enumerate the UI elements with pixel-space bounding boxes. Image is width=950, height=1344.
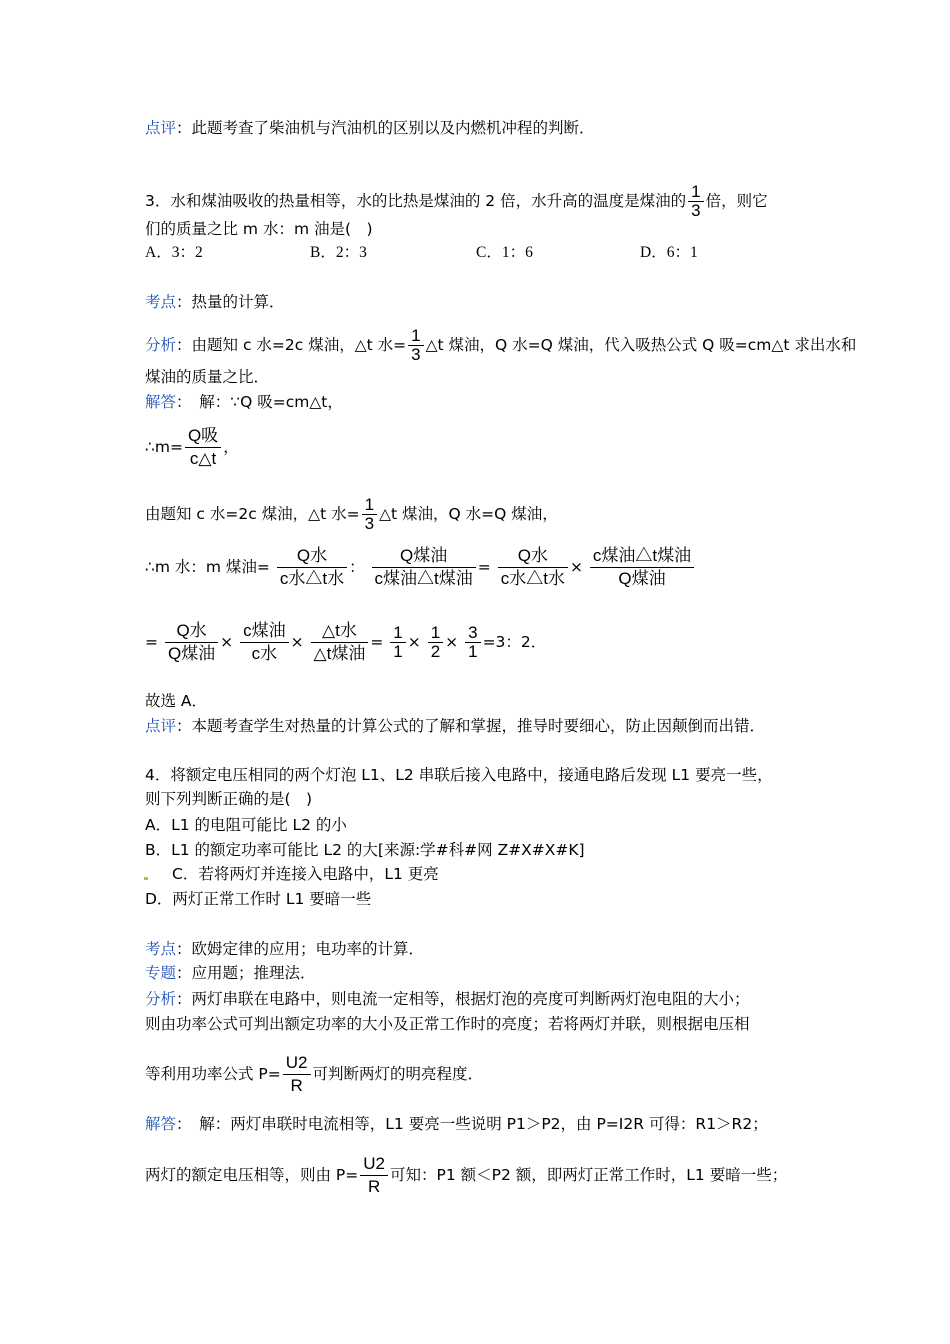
q4-stem-line2: 则下列判断正确的是( )	[145, 790, 313, 808]
fraction: $\frac{1}{2}$	[428, 624, 443, 661]
fraction: $\frac{\text{Q水}}{\text{c水△t水}}$	[498, 545, 568, 590]
q4-fenxi-line2: 则由功率公式可判出额定功率的大小及正常工作时的亮度；若将两灯并联，则根据电压相	[145, 1015, 750, 1033]
fraction-one-third: $\frac{1}{3}$	[688, 183, 703, 220]
fenxi-label: 分析	[145, 336, 177, 354]
jieda-label: 解答	[145, 1115, 177, 1133]
q3-stem-text: 3．水和煤油吸收的热量相等，水的比热是煤油的 2 倍，水升高的温度是煤油的	[145, 192, 687, 210]
q3-stem-line1	[145, 183, 768, 220]
q3-option-b: B．2：3	[310, 244, 367, 261]
comment-text: ：此题考查了柴油机与汽油机的区别以及内燃机冲程的判断．	[176, 119, 595, 137]
q4-stem-line1: 4．将额定电压相同的两个灯泡 L1、L2 串联后接入电路中，接通电路后发现 L1 要亮一些，	[145, 766, 773, 784]
fraction: $\frac{\text{Q水}}{\text{Q煤油}}$	[165, 620, 218, 665]
zhuanti-text: ：应用题；推理法．	[176, 964, 316, 982]
q3-kaodian	[145, 292, 285, 312]
q4-option-b: B．L1 的额定功率可能比 L2 的大[来源:学#科#网 Z#X#X#K]	[145, 841, 585, 859]
q3-jieda	[145, 392, 343, 412]
fraction: $\frac{1}{1}$	[390, 624, 405, 661]
q3-option-a: A．3：2	[145, 244, 203, 261]
fraction-u2-over-r: $\frac{U2}{R}$	[360, 1153, 388, 1198]
q4-fenxi-line1: 分析：两灯串联在电路中，则电流一定相等，根据灯泡的亮度可判断两灯泡电阻的大小；	[145, 990, 750, 1008]
q3-calculation: = $\frac{\text{Q水}}{\text{Q煤油}}$ × $\frac{\text{c煤油}}{\text{c水}}$ × $\frac{\text{△t水}}{\text{△t煤油}}$ = $\frac{1}{1}$ × $\frac{1}{2}$ × $\frac{3}{1}$ =3：2．	[145, 621, 547, 663]
q4-jieda-line2: 两灯的额定电压相等，则由 P= $\frac{U2}{R}$ 可知：P1 额＜P2 额，即两灯正常工作时，L1 要暗一些；	[145, 1154, 788, 1196]
q4-zhuanti	[145, 963, 316, 983]
q3-comment	[145, 716, 765, 736]
comment-label: 点评	[145, 119, 177, 137]
q3-mass-formula: ∴m= $\frac{\text{Q吸}}{c\triangle t}$ ，	[145, 426, 239, 468]
comment-row	[145, 118, 595, 138]
q3-option-c: C．1：6	[476, 244, 533, 261]
q3-option-d: D．6：1	[640, 244, 698, 261]
kaodian-label: 考点	[145, 293, 177, 311]
q4-fenxi-line3: 等利用功率公式 P= $\frac{U2}{R}$ 可判断两灯的明亮程度．	[145, 1053, 484, 1095]
fraction-u2-over-r: $\frac{U2}{R}$	[283, 1052, 311, 1097]
q4-option-a: A．L1 的电阻可能比 L2 的小	[145, 816, 347, 834]
q3-mass-ratio: ∴m 水：m 煤油= $\frac{\text{Q水}}{\text{c水△t水}}$ ： $\frac{\text{Q煤油}}{\text{c煤油△t煤油}}$ = $\frac{\text{Q水}}{\text{c水△t水}}$ × $\frac{\text{c煤油△t煤油}}{\text{Q煤油}}$	[145, 545, 696, 590]
kaodian-label: 考点	[145, 940, 177, 958]
comment-text: ：本题考查学生对热量的计算公式的了解和掌握，推导时要细心，防止因颠倒而出错．	[176, 717, 766, 735]
green-mark	[144, 877, 148, 880]
fraction: $\frac{\text{△t水}}{\text{△t煤油}}$	[311, 620, 369, 665]
fenxi-text-a: ：由题知 c 水=2c 煤油，△t 水=	[176, 336, 407, 354]
fraction: $\frac{\text{Q水}}{\text{c水△t水}}$	[277, 545, 347, 590]
fraction: $\frac{3}{1}$	[465, 624, 480, 661]
q3-answer: 故选 A．	[145, 692, 208, 710]
fraction-one-third: $\frac{1}{3}$	[362, 496, 377, 533]
jieda-text: ： 解：∵Q 吸=cm△t，	[176, 393, 343, 411]
q4-option-c: C．若将两灯并连接入电路中，L1 更亮	[172, 865, 439, 883]
q3-fenxi-line1	[145, 327, 856, 364]
fraction-q-over-c-dt: $\frac{\text{Q吸}}{c\triangle t}$	[185, 425, 221, 470]
fenxi-text-b: △t 煤油，Q 水=Q 煤油，代入吸热公式 Q 吸=cm△t 求出水和	[425, 336, 857, 354]
fraction-one-third: $\frac{1}{3}$	[408, 327, 423, 364]
q3-stem-text-end: 倍，则它	[705, 192, 768, 210]
q4-option-d: D．两灯正常工作时 L1 要暗一些	[145, 890, 372, 908]
q3-given: 由题知 c 水=2c 煤油，△t 水= $\frac{1}{3}$ △t 煤油，Q 水=Q 煤油，	[145, 495, 558, 533]
fraction: $\frac{\text{c煤油△t煤油}}{\text{Q煤油}}$	[590, 545, 694, 590]
q3-fenxi-line2: 煤油的质量之比．	[145, 368, 270, 386]
fraction: $\frac{\text{Q煤油}}{\text{c煤油△t煤油}}$	[372, 545, 476, 590]
q4-jieda-line1: 解答： 解：两灯串联时电流相等，L1 要亮一些说明 P1＞P2，由 P=I2R 可得：R1＞R2；	[145, 1115, 768, 1133]
zhuanti-label: 专题	[145, 964, 177, 982]
kaodian-text: ：欧姆定律的应用；电功率的计算．	[176, 940, 425, 958]
kaodian-text: ：热量的计算．	[176, 293, 285, 311]
q3-stem-line2: 们的质量之比 m 水：m 油是( )	[145, 220, 373, 238]
jieda-label: 解答	[145, 393, 177, 411]
comment-label: 点评	[145, 717, 177, 735]
q4-kaodian	[145, 939, 424, 959]
fenxi-label: 分析	[145, 990, 177, 1008]
fraction: $\frac{\text{c煤油}}{\text{c水}}$	[240, 620, 289, 665]
